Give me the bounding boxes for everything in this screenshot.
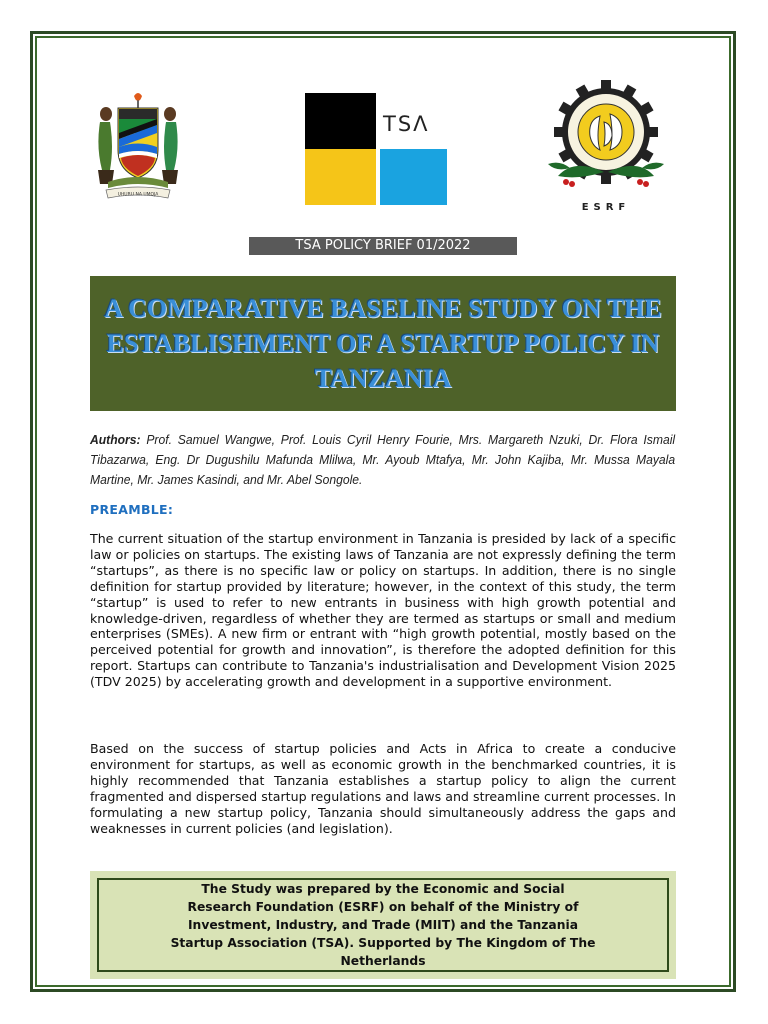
acknowledgement-text: The Study was prepared by the Economic and Social Research Foundation (ESRF) on behalf of the Ministry of Investment, Industry, and Trade (MIIT) and the Tanzania Startup Association (TSA). Supported by The Kingdom of The Netherlands bbox=[170, 882, 596, 968]
preamble-paragraph-1: The current situation of the startup environment in Tanzania is presided by lack of a specific law or policies on startups. The existing laws of Tanzania are not expressly defining the term “startups”, as there is no specific law or policy on startups. In addition, there is no single definition for startup provided by literature; however, in the context of this study, the term “startup” is used to refer to new entrants in business with high growth potential and knowledge-driven, regardless of whether they are termed as startups or small and medium enterprises (SMEs). A new firm or entrant with “high growth potential, mostly based on the perceived potential for growth and innovation”, is therefore the adopted definition for this report. Startups can contribute to Tanzania's industrialisation and Development Vision 2025 (TDV 2025) by accelerating growth and development in a supportive environment. bbox=[90, 531, 676, 690]
preamble-heading: PREAMBLE: bbox=[90, 502, 174, 517]
acknowledgement-border bbox=[97, 878, 669, 972]
title-banner bbox=[90, 276, 676, 411]
acknowledgement-box bbox=[90, 871, 676, 979]
preamble-paragraph-2: Based on the success of startup policies and Acts in Africa to create a conducive environment for startups, as well as economic growth in the benchmarked countries, it is highly recommended that Tanzania establishes a startup policy to align the current fragmented and dispersed startup regulations and laws and streamline current processes. In formulating a new startup policy, Tanzania should simultaneously address the gaps and weaknesses in current policies (and legislation). bbox=[90, 741, 676, 836]
authors-names: Prof. Samuel Wangwe, Prof. Louis Cyril Henry Fourie, Mrs. Margareth Nzuki, Dr. Flora Ismail Tibazarwa, Eng. Dr Dugushilu Mafunda Mlilwa, Mr. Ayoub Mtafya, Mr. John Kajiba, Mr. Mussa Mayala Martine, Mr. James Kasindi, and Mr. Abel Songole. bbox=[90, 432, 676, 487]
policy-brief-tag: TSA POLICY BRIEF 01/2022 bbox=[249, 237, 517, 255]
svg-text:UHURU NA UMOJA: UHURU NA UMOJA bbox=[117, 192, 159, 198]
tanzania-coat-of-arms-icon bbox=[88, 92, 188, 202]
document-title: A COMPARATIVE BASELINE STUDY ON THE ESTABLISHMENT OF A STARTUP POLICY IN TANZANIA bbox=[104, 294, 662, 393]
authors-line bbox=[90, 430, 675, 490]
esrf-logo-icon bbox=[544, 80, 668, 214]
tsa-logo-icon bbox=[305, 93, 447, 205]
tsa-wordmark: TSΛ bbox=[383, 112, 430, 136]
svg-text:ESRF: ESRF bbox=[581, 202, 631, 213]
authors-label: Authors: bbox=[90, 432, 141, 447]
